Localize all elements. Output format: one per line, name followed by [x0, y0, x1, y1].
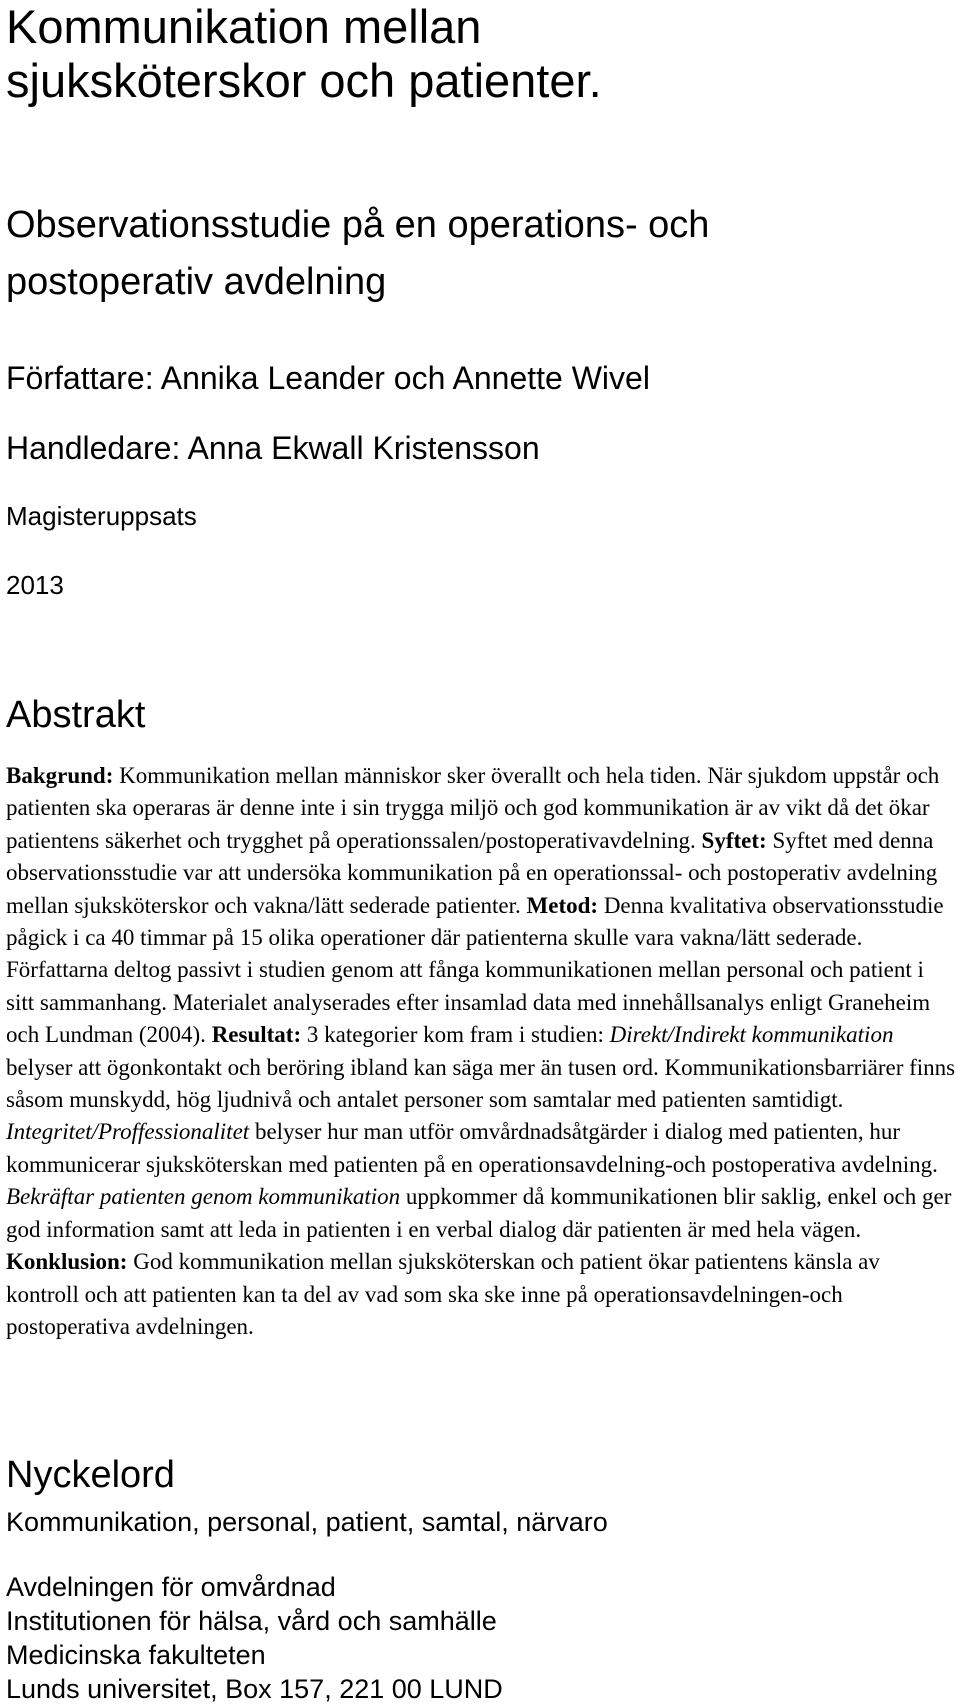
year: 2013 [6, 570, 64, 600]
affiliation-department: Avdelningen för omvårdnad [6, 1572, 336, 1602]
resultat-label: Resultat: [211, 1022, 302, 1048]
affiliation-address: Lunds universitet, Box 157, 221 00 LUND [6, 1674, 503, 1704]
subtitle-line-2: postoperativ avdelning [6, 261, 387, 303]
resultat-category-2: Integritet/Proffessionalitet [6, 1119, 250, 1145]
resultat-text-3: belyser hur man utför omvårdnadsåtgärder i dialog med patienten, hur kommunicerar sjuksköterskan med patienten på en operationsavdelning-och postoperativa avdelning. [6, 1119, 938, 1177]
subtitle-line-1: Observationsstudie på en operations- och [6, 204, 710, 246]
resultat-text-4: uppkommer då kommunikationen blir saklig, enkel och ger god information samt att leda in patienten i en verbal dialog där patienten är med hela vägen. [6, 1184, 952, 1242]
supervisor: Handledare: Anna Ekwall Kristensson [6, 430, 540, 466]
resultat-text-1: 3 kategorier kom fram i studien: [301, 1022, 610, 1048]
title-line-1: Kommunikation mellan [6, 0, 482, 53]
abstract-text [6, 760, 956, 1343]
keywords-heading: Nyckelord [6, 1454, 175, 1496]
syftet-text: Syftet med denna observationsstudie var att undersöka kommunikation på en operationssal- och postoperativ avdelning mellan sjuksköterskor och vakna/lätt sederade patienter. [6, 827, 938, 918]
affiliation-block [6, 1570, 503, 1706]
affiliation-institution: Institutionen för hälsa, vård och samhälle [6, 1606, 497, 1636]
konklusion-label: Konklusion: [6, 1249, 128, 1275]
bakgrund-text: Kommunikation mellan människor sker överallt och hela tiden. När sjukdom uppstår och patienten ska operaras är denne inte i sin trygga miljö och god kommunikation är av vikt då det ökar patientens säkerhet och trygghet på operationssalen/postoperativavdelning. [6, 763, 940, 853]
resultat-text-2: belyser att ögonkontakt och beröring ibland kan säga mer än tusen ord. Kommunikationsbarriärer finns såsom munskydd, hög ljudnivå och antalet personer som samtalar med patienten samtidigt. [6, 1054, 956, 1113]
document-title [6, 0, 602, 108]
thesis-type: Magisteruppsats [6, 501, 197, 531]
abstract-heading: Abstrakt [6, 694, 146, 736]
konklusion-text: God kommunikation mellan sjuksköterskan och patient ökar patientens känsla av kontroll och att patienten kan ta del av vad som ska ske inne på operationsavdelningen-och postoperativa avdelningen. [6, 1249, 880, 1339]
metod-text: Denna kvalitativa observationsstudie pågick i ca 40 timmar på 15 olika operationer där patienterna skulle vara vakna/lätt sederade. Författarna deltog passivt i studien genom att fånga kommunikationen mellan personal och patient i sitt sammanhang. Materialet analyserades efter insamlad data med innehållsanalys enligt Graneheim och Lundman (2004). [6, 892, 944, 1048]
affiliation-faculty: Medicinska fakulteten [6, 1640, 266, 1670]
keywords: Kommunikation, personal, patient, samtal, närvaro [6, 1507, 608, 1537]
metod-label: Metod: [526, 892, 599, 918]
authors: Författare: Annika Leander och Annette Wivel [6, 360, 650, 396]
title-line-2: sjuksköterskor och patienter. [6, 54, 602, 107]
resultat-category-1: Direkt/Indirekt kommunikation [609, 1022, 894, 1048]
bakgrund-label: Bakgrund: [6, 763, 114, 788]
syftet-label: Syftet: [701, 827, 767, 853]
resultat-category-3: Bekräftar patienten genom kommunikation [6, 1184, 401, 1210]
document-subtitle [6, 197, 709, 311]
